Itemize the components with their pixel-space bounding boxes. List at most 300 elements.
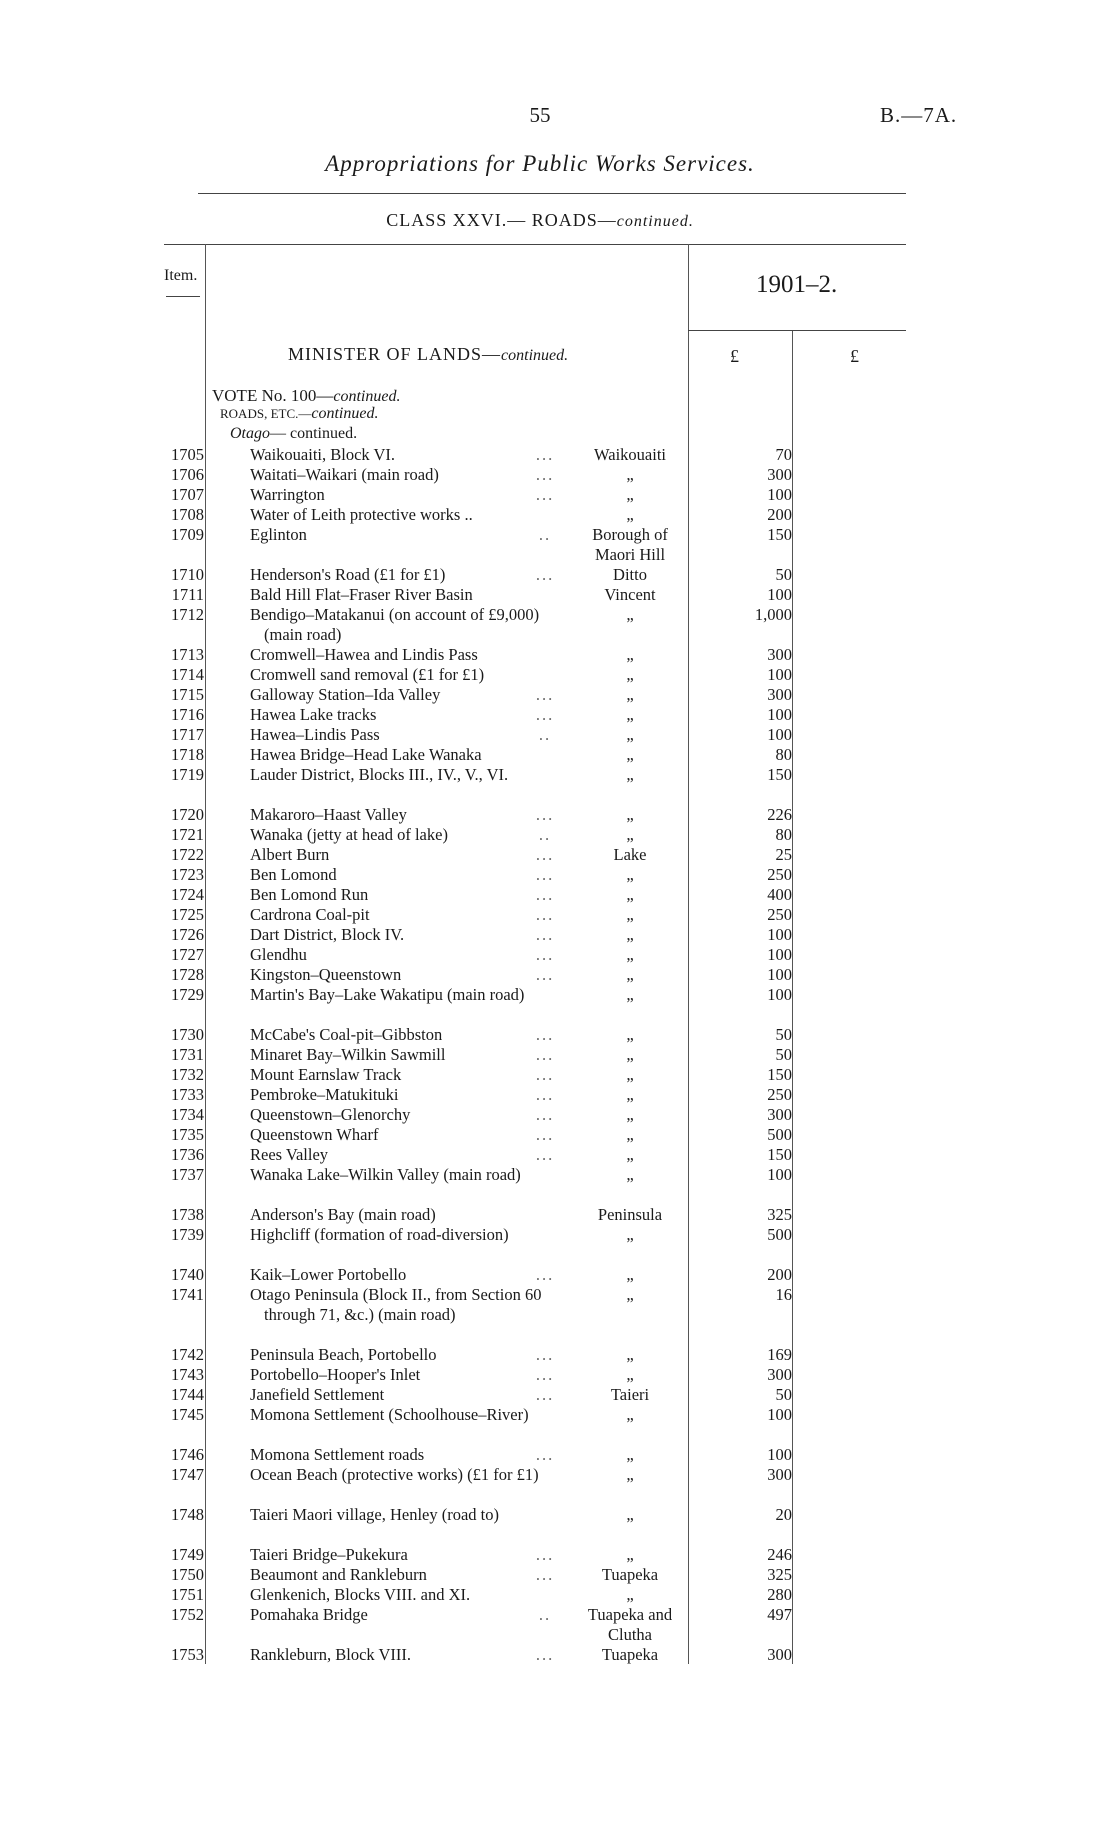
item-number: 1721 [171, 825, 204, 844]
amount-value: 50 [775, 1025, 792, 1044]
table-row [0, 1105, 1114, 1125]
amount-value: 246 [767, 1545, 792, 1564]
district-name: „ [626, 1045, 634, 1064]
item-number: 1722 [171, 845, 204, 864]
amount-value: 400 [767, 885, 792, 904]
year-header-rule [688, 330, 906, 331]
item-description: Rankleburn, Block VIII. [250, 1645, 411, 1664]
amount-value: 250 [767, 905, 792, 924]
item-number: 1744 [171, 1385, 204, 1404]
district-name: „ [626, 465, 634, 484]
amount-value: 226 [767, 805, 792, 824]
table-row [0, 1225, 1114, 1265]
amount-value: 16 [775, 1285, 792, 1304]
leader-dots: ... [535, 945, 555, 964]
district-name: „ [626, 665, 634, 684]
class-heading-text: CLASS XXVI.— ROADS— [386, 210, 617, 230]
item-number: 1723 [171, 865, 204, 884]
vote-heading-text: VOTE No. 100— [212, 386, 334, 405]
amount-value: 100 [767, 665, 792, 684]
district-name: „ [626, 485, 634, 504]
amount-value: 497 [767, 1605, 792, 1624]
item-description: Dart District, Block IV. [250, 925, 405, 944]
item-number: 1738 [171, 1205, 204, 1224]
item-number: 1752 [171, 1605, 204, 1624]
roads-subheading-suffix: continued. [311, 405, 379, 422]
item-description: Momona Settlement (Schoolhouse–River) [250, 1405, 529, 1424]
amount-value: 100 [767, 945, 792, 964]
item-header-underline [166, 296, 200, 297]
table-row [0, 705, 1114, 725]
leader-dots: ... [535, 865, 555, 884]
table-row [0, 685, 1114, 705]
item-description: Anderson's Bay (main road) [250, 1205, 436, 1224]
item-description: Henderson's Road (£1 for £1) [250, 565, 446, 584]
amount-value: 100 [767, 705, 792, 724]
table-row [0, 1345, 1114, 1365]
amount-value: 300 [767, 1645, 792, 1664]
vote-heading [212, 386, 400, 406]
district-name: „ [626, 745, 634, 764]
item-number: 1728 [171, 965, 204, 984]
amount-value: 300 [767, 465, 792, 484]
amount-value: 100 [767, 1405, 792, 1424]
leader-dots: ... [535, 1105, 555, 1124]
item-number: 1751 [171, 1585, 204, 1604]
leader-dots: .. [538, 1605, 552, 1624]
item-number: 1719 [171, 765, 204, 784]
table-row [0, 1565, 1114, 1585]
item-number: 1737 [171, 1165, 204, 1184]
amount-value: 280 [767, 1585, 792, 1604]
amount-value: 20 [775, 1505, 792, 1524]
item-description: Ben Lomond [250, 865, 337, 884]
item-description: Portobello–Hooper's Inlet [250, 1365, 421, 1384]
table-row [0, 645, 1114, 665]
leader-dots: ... [535, 1445, 555, 1464]
district-name: Taieri [610, 1385, 650, 1404]
table-row [0, 1205, 1114, 1225]
item-number: 1750 [171, 1565, 204, 1584]
amount-value: 200 [767, 505, 792, 524]
amount-value: 200 [767, 1265, 792, 1284]
district-name: „ [626, 925, 634, 944]
table-row [0, 925, 1114, 945]
item-number: 1709 [171, 525, 204, 544]
district-name: „ [626, 1265, 634, 1284]
title-rule [198, 193, 906, 194]
amount-value: 100 [767, 1445, 792, 1464]
item-description: Hawea–Lindis Pass [250, 725, 380, 744]
leader-dots: ... [535, 1365, 555, 1384]
leader-dots: .. [538, 825, 552, 844]
item-description: Water of Leith protective works .. [250, 505, 473, 524]
leader-dots: ... [535, 1645, 555, 1664]
district-name: „ [626, 1365, 634, 1384]
district-name: „ [626, 705, 634, 724]
item-description: Mount Earnslaw Track [250, 1065, 402, 1084]
table-row [0, 905, 1114, 925]
item-column-header: Item. [164, 267, 198, 284]
table-row [0, 585, 1114, 605]
table-row [0, 1385, 1114, 1405]
item-number: 1705 [171, 445, 204, 464]
amount-value: 300 [767, 1465, 792, 1484]
district-name: Lake [613, 845, 647, 864]
class-heading-suffix: continued. [616, 213, 694, 230]
table-row [0, 845, 1114, 865]
item-description: Cromwell–Hawea and Lindis Pass [250, 645, 478, 664]
amount-value: 169 [767, 1345, 792, 1364]
item-number: 1745 [171, 1405, 204, 1424]
amount-value: 80 [775, 745, 792, 764]
district-name: „ [626, 1285, 634, 1304]
district-name: „ [626, 725, 634, 744]
pound-symbol-col1: £ [730, 346, 739, 366]
item-number: 1712 [171, 605, 204, 624]
item-number: 1735 [171, 1125, 204, 1144]
page-title: Appropriations for Public Works Services. [325, 151, 755, 176]
item-number: 1734 [171, 1105, 204, 1124]
item-description: Lauder District, Blocks III., IV., V., VI. [250, 765, 509, 784]
amount-value: 150 [767, 765, 792, 784]
item-description: Queenstown–Glenorchy [250, 1105, 411, 1124]
district-name: Vincent [604, 585, 656, 604]
item-description: Kingston–Queenstown [250, 965, 402, 984]
pound-symbol-col2: £ [850, 346, 859, 366]
item-number: 1716 [171, 705, 204, 724]
amount-value: 100 [767, 965, 792, 984]
item-description: Waikouaiti, Block VI. [250, 445, 396, 464]
district-name: Tuapeka [601, 1565, 659, 1584]
year-header: 1901–2. [756, 271, 838, 298]
table-row [0, 1145, 1114, 1165]
amount-value: 80 [775, 825, 792, 844]
table-row [0, 1045, 1114, 1065]
table-row [0, 605, 1114, 645]
amount-value: 150 [767, 525, 792, 544]
district-name: „ [626, 1405, 634, 1424]
table-row [0, 1025, 1114, 1045]
otago-subheading-suffix: — continued. [270, 425, 358, 442]
item-number: 1743 [171, 1365, 204, 1384]
item-number: 1731 [171, 1045, 204, 1064]
item-description: Minaret Bay–Wilkin Sawmill [250, 1045, 446, 1064]
item-description: Hawea Lake tracks [250, 705, 377, 724]
leader-dots: ... [535, 565, 555, 584]
item-description: Ben Lomond Run [250, 885, 369, 904]
item-number: 1714 [171, 665, 204, 684]
amount-value: 150 [767, 1065, 792, 1084]
district-name: „ [626, 1165, 634, 1184]
item-number: 1718 [171, 745, 204, 764]
table-row [0, 1085, 1114, 1105]
district-name: „ [626, 1085, 634, 1104]
table-row [0, 1505, 1114, 1545]
district-name: „ [626, 1105, 634, 1124]
district-name: „ [626, 1545, 634, 1564]
amount-value: 325 [767, 1565, 792, 1584]
amount-value: 300 [767, 645, 792, 664]
leader-dots: ... [535, 705, 555, 724]
district-name: „ [626, 985, 634, 1004]
item-description: Rees Valley [250, 1145, 329, 1164]
table-row [0, 725, 1114, 745]
item-description: Glenkenich, Blocks VIII. and XI. [250, 1585, 471, 1604]
amount-value: 300 [767, 1365, 792, 1384]
item-description: McCabe's Coal-pit–Gibbston [250, 1025, 443, 1044]
item-number: 1711 [171, 585, 204, 604]
district-name: „ [626, 1225, 634, 1244]
item-description: Ocean Beach (protective works) (£1 for £1) [250, 1465, 539, 1484]
item-description: Cromwell sand removal (£1 for £1) [250, 665, 485, 684]
district-name: Borough of Maori Hill [592, 525, 668, 564]
district-name: „ [626, 1585, 634, 1604]
leader-dots: ... [535, 1565, 555, 1584]
district-name: Tuapeka and Clutha [587, 1605, 673, 1644]
minister-heading-suffix: continued. [501, 347, 569, 364]
item-number: 1730 [171, 1025, 204, 1044]
district-name: „ [626, 885, 634, 904]
item-number: 1741 [171, 1285, 204, 1304]
amount-value: 100 [767, 1165, 792, 1184]
item-number: 1749 [171, 1545, 204, 1564]
minister-heading-text: MINISTER OF LANDS— [288, 344, 502, 364]
amount-value: 100 [767, 985, 792, 1004]
item-number: 1717 [171, 725, 204, 744]
leader-dots: ... [535, 845, 555, 864]
district-name: „ [626, 1465, 634, 1484]
item-description: Kaik–Lower Portobello [250, 1265, 407, 1284]
table-row [0, 1365, 1114, 1385]
item-number: 1736 [171, 1145, 204, 1164]
table-row [0, 965, 1114, 985]
district-name: „ [626, 1025, 634, 1044]
district-name: „ [626, 765, 634, 784]
item-description: Queenstown Wharf [250, 1125, 379, 1144]
table-row [0, 1405, 1114, 1445]
leader-dots: ... [535, 805, 555, 824]
amount-value: 300 [767, 1105, 792, 1124]
table-row [0, 865, 1114, 885]
table-row [0, 465, 1114, 485]
table-row [0, 485, 1114, 505]
item-description: Galloway Station–Ida Valley [250, 685, 441, 704]
item-description: Pembroke–Matukituki [250, 1085, 399, 1104]
table-row [0, 1065, 1114, 1085]
leader-dots: ... [535, 1345, 555, 1364]
item-number: 1724 [171, 885, 204, 904]
leader-dots: ... [535, 445, 555, 464]
table-row [0, 565, 1114, 585]
table-row [0, 525, 1114, 565]
leader-dots: ... [535, 965, 555, 984]
district-name: „ [626, 825, 634, 844]
item-description: Wanaka (jetty at head of lake) [250, 825, 448, 844]
district-name: „ [626, 865, 634, 884]
table-row [0, 1645, 1114, 1665]
item-description: Bendigo–Matakanui (on account of £9,000) (main road) [250, 605, 540, 644]
item-description: Otago Peninsula (Block II., from Section 60 through 71, &c.) (main road) [250, 1285, 542, 1324]
leader-dots: ... [535, 885, 555, 904]
district-name: „ [626, 685, 634, 704]
amount-value: 500 [767, 1125, 792, 1144]
table-row [0, 1545, 1114, 1565]
item-number: 1740 [171, 1265, 204, 1284]
district-name: Ditto [613, 565, 647, 584]
roads-subheading [220, 405, 378, 423]
item-description: Glendhu [250, 945, 307, 964]
amount-value: 100 [767, 585, 792, 604]
table-row [0, 1465, 1114, 1505]
amount-value: 50 [775, 565, 792, 584]
item-number: 1720 [171, 805, 204, 824]
leader-dots: ... [535, 1025, 555, 1044]
item-number: 1753 [171, 1645, 204, 1664]
item-number: 1706 [171, 465, 204, 484]
item-description: Peninsula Beach, Portobello [250, 1345, 437, 1364]
item-description: Cardrona Coal-pit [250, 905, 370, 924]
district-name: „ [626, 945, 634, 964]
item-description: Highcliff (formation of road-diversion) [250, 1225, 509, 1244]
item-number: 1713 [171, 645, 204, 664]
item-description: Janefield Settlement [250, 1385, 385, 1404]
leader-dots: ... [535, 1545, 555, 1564]
item-description: Pomahaka Bridge [250, 1605, 368, 1624]
table-row [0, 1125, 1114, 1145]
item-description: Warrington [250, 485, 325, 504]
item-number: 1739 [171, 1225, 204, 1244]
item-number: 1707 [171, 485, 204, 504]
district-name: Peninsula [597, 1205, 663, 1224]
table-row [0, 1445, 1114, 1465]
item-number: 1726 [171, 925, 204, 944]
amount-value: 250 [767, 865, 792, 884]
table-row [0, 1165, 1114, 1205]
district-name: „ [626, 645, 634, 664]
leader-dots: ... [535, 1385, 555, 1404]
vote-heading-suffix: continued. [333, 388, 401, 405]
item-number: 1733 [171, 1085, 204, 1104]
district-name: „ [626, 1505, 634, 1524]
leader-dots: ... [535, 1065, 555, 1084]
district-name: „ [626, 605, 634, 624]
table-top-rule [164, 244, 906, 245]
item-description: Waitati–Waikari (main road) [250, 465, 439, 484]
district-name: „ [626, 1145, 634, 1164]
amount-value: 300 [767, 685, 792, 704]
table-row [0, 805, 1114, 825]
item-description: Martin's Bay–Lake Wakatipu (main road) [250, 985, 525, 1004]
district-name: „ [626, 1445, 634, 1464]
amount-value: 325 [767, 1205, 792, 1224]
table-row [0, 765, 1114, 805]
table-row [0, 1285, 1114, 1345]
item-number: 1746 [171, 1445, 204, 1464]
leader-dots: ... [535, 465, 555, 484]
item-number: 1727 [171, 945, 204, 964]
class-heading [0, 210, 1080, 231]
item-description: Momona Settlement roads [250, 1445, 425, 1464]
item-description: Beaumont and Rankleburn [250, 1565, 427, 1584]
table-row [0, 985, 1114, 1025]
item-description: Wanaka Lake–Wilkin Valley (main road) [250, 1165, 521, 1184]
item-number: 1729 [171, 985, 204, 1004]
item-number: 1747 [171, 1465, 204, 1484]
table-row [0, 945, 1114, 965]
table-row [0, 825, 1114, 845]
item-description: Bald Hill Flat–Fraser River Basin [250, 585, 473, 604]
item-number: 1732 [171, 1065, 204, 1084]
leader-dots: .. [538, 525, 552, 544]
item-description: Albert Burn [250, 845, 330, 864]
table-row [0, 505, 1114, 525]
table-row [0, 745, 1114, 765]
leader-dots: ... [535, 1125, 555, 1144]
district-name: „ [626, 1125, 634, 1144]
amount-value: 100 [767, 485, 792, 504]
amount-value: 50 [775, 1385, 792, 1404]
item-number: 1715 [171, 685, 204, 704]
page-number: 55 [529, 103, 551, 127]
item-number: 1725 [171, 905, 204, 924]
item-description: Makaroro–Haast Valley [250, 805, 407, 824]
district-name: „ [626, 805, 634, 824]
amount-value: 70 [775, 445, 792, 464]
table-row [0, 1265, 1114, 1285]
item-description: Hawea Bridge–Head Lake Wanaka [250, 745, 482, 764]
item-number: 1708 [171, 505, 204, 524]
item-number: 1742 [171, 1345, 204, 1364]
district-name: Tuapeka [601, 1645, 659, 1664]
document-reference: B.—7A. [880, 103, 958, 127]
leader-dots: ... [535, 1145, 555, 1164]
leader-dots: ... [535, 925, 555, 944]
item-description: Taieri Maori village, Henley (road to) [250, 1505, 499, 1524]
leader-dots: ... [535, 685, 555, 704]
amount-value: 250 [767, 1085, 792, 1104]
otago-subheading [230, 425, 357, 443]
leader-dots: .. [538, 725, 552, 744]
item-description: Taieri Bridge–Pukekura [250, 1545, 408, 1564]
table-row [0, 885, 1114, 905]
amount-value: 500 [767, 1225, 792, 1244]
district-name: „ [626, 965, 634, 984]
leader-dots: ... [535, 485, 555, 504]
amount-value: 150 [767, 1145, 792, 1164]
leader-dots: ... [535, 905, 555, 924]
district-name: „ [626, 505, 634, 524]
otago-subheading-text: Otago [230, 425, 270, 442]
minister-heading [288, 344, 568, 365]
table-row [0, 445, 1114, 465]
leader-dots: ... [535, 1085, 555, 1104]
amount-value: 100 [767, 725, 792, 744]
table-row [0, 1585, 1114, 1605]
district-name: „ [626, 1345, 634, 1364]
table-row [0, 665, 1114, 685]
item-description: Eglinton [250, 525, 307, 544]
amount-value: 1,000 [754, 605, 792, 624]
amount-value: 100 [767, 925, 792, 944]
amount-value: 50 [775, 1045, 792, 1064]
leader-dots: ... [535, 1045, 555, 1064]
table-row [0, 1605, 1114, 1645]
amount-value: 25 [775, 845, 792, 864]
district-name: „ [626, 1065, 634, 1084]
district-name: „ [626, 905, 634, 924]
leader-dots: ... [535, 1265, 555, 1284]
